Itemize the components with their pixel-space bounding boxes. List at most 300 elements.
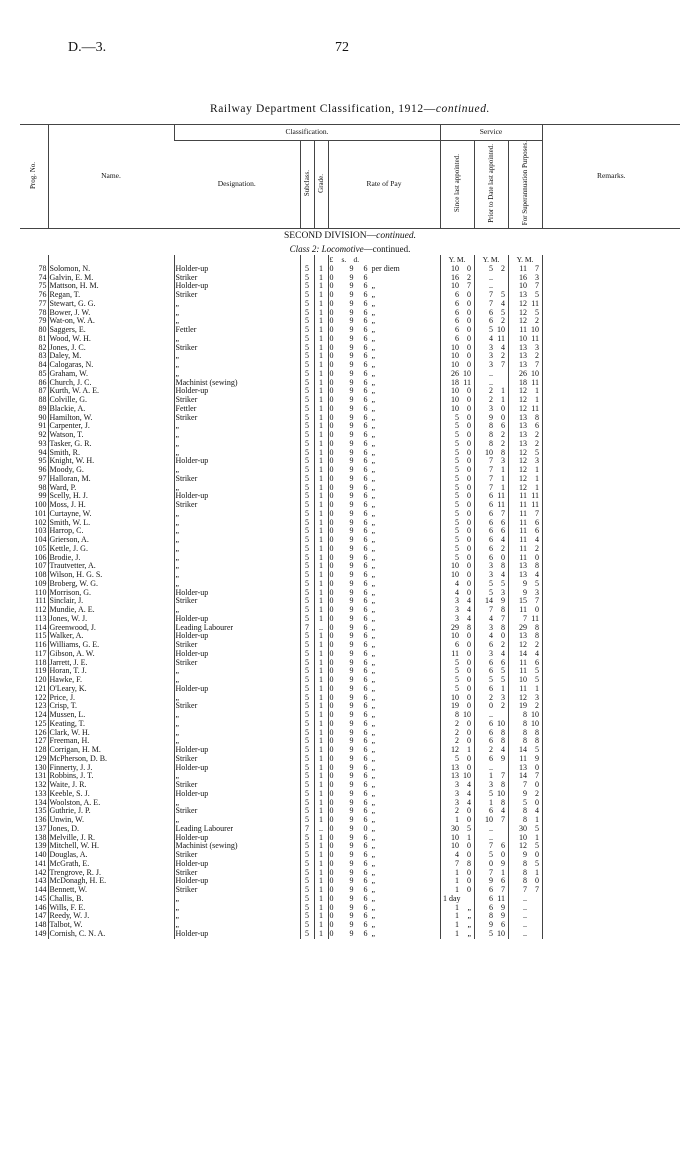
superannuation-cell: 7 0 bbox=[508, 781, 542, 790]
table-row bbox=[20, 291, 680, 300]
superannuation-cell: .. bbox=[508, 921, 542, 930]
superannuation-header: For Superannuation Purposes. bbox=[508, 141, 542, 229]
designation-cell: „ bbox=[174, 484, 300, 493]
superannuation-cell: 10 5 bbox=[508, 676, 542, 685]
class-heading: Class 2: Locomotive—continued. bbox=[289, 243, 411, 254]
rate-cell: 0 9 6 „ bbox=[328, 781, 440, 790]
prior-to-date-cell: 6 7 bbox=[474, 510, 508, 519]
subclass-cell: 5 bbox=[300, 326, 314, 335]
superannuation-cell: 14 5 bbox=[508, 746, 542, 755]
subclass-cell: 5 bbox=[300, 597, 314, 606]
grade-cell: 1 bbox=[314, 921, 328, 930]
superannuation-cell: 12 1 bbox=[508, 484, 542, 493]
remarks-cell bbox=[542, 869, 680, 878]
grade-cell: 1 bbox=[314, 571, 328, 580]
prior-to-date-cell: 8 6 bbox=[474, 422, 508, 431]
table-row bbox=[20, 597, 680, 606]
name-cell: Jones, D. bbox=[48, 825, 174, 834]
superannuation-cell: 13 3 bbox=[508, 344, 542, 353]
grade-cell: 1 bbox=[314, 370, 328, 379]
classification-header: Classification. bbox=[174, 125, 440, 141]
table-row bbox=[20, 869, 680, 878]
rate-cell: 0 9 6 „ bbox=[328, 352, 440, 361]
remarks-cell bbox=[542, 571, 680, 580]
designation-cell: „ bbox=[174, 676, 300, 685]
name-cell: Regan, T. bbox=[48, 291, 174, 300]
prog-no-cell: 142 bbox=[34, 868, 47, 877]
subclass-cell: 5 bbox=[300, 851, 314, 860]
remarks-cell bbox=[542, 361, 680, 370]
name-cell: Saggers, E. bbox=[48, 326, 174, 335]
rate-cell: 0 9 6 „ bbox=[328, 650, 440, 659]
rate-cell: 0 9 6 „ bbox=[328, 667, 440, 676]
since-last-cell: 6 0 bbox=[440, 291, 474, 300]
subclass-cell: 5 bbox=[300, 842, 314, 851]
subclass-cell: 5 bbox=[300, 492, 314, 501]
table-row bbox=[20, 589, 680, 598]
table-row bbox=[20, 571, 680, 580]
remarks-cell bbox=[542, 466, 680, 475]
superannuation-cell: 13 6 bbox=[508, 422, 542, 431]
prior-to-date-cell: 4 0 bbox=[474, 632, 508, 641]
subclass-cell: 5 bbox=[300, 746, 314, 755]
rate-cell: 0 9 6 „ bbox=[328, 414, 440, 423]
subclass-cell: 5 bbox=[300, 344, 314, 353]
remarks-cell bbox=[542, 790, 680, 799]
remarks-cell bbox=[542, 554, 680, 563]
subclass-cell: 5 bbox=[300, 895, 314, 904]
prog-no-cell: 134 bbox=[34, 798, 47, 807]
table-row bbox=[20, 904, 680, 913]
grade-cell: 1 bbox=[314, 641, 328, 650]
rate-cell: 0 9 6 „ bbox=[328, 361, 440, 370]
table-row bbox=[20, 282, 680, 291]
rate-cell: 0 9 6 „ bbox=[328, 816, 440, 825]
prog-no-cell: 82 bbox=[38, 343, 47, 352]
remarks-cell bbox=[542, 729, 680, 738]
prior-to-date-cell: 1 7 bbox=[474, 772, 508, 781]
remarks-cell bbox=[542, 755, 680, 764]
since-last-cell: 5 0 bbox=[440, 536, 474, 545]
name-cell: Scelly, H. J. bbox=[48, 492, 174, 501]
superannuation-cell: 18 11 bbox=[508, 379, 542, 388]
table-row bbox=[20, 676, 680, 685]
name-cell: Woolston, A. E. bbox=[48, 799, 174, 808]
subclass-cell: 5 bbox=[300, 755, 314, 764]
designation-cell: Striker bbox=[174, 344, 300, 353]
designation-cell: Striker bbox=[174, 501, 300, 510]
rate-cell: 0 9 6 „ bbox=[328, 615, 440, 624]
subclass-cell: 5 bbox=[300, 545, 314, 554]
superannuation-cell: 13 8 bbox=[508, 632, 542, 641]
name-cell: Freeman, H. bbox=[48, 737, 174, 746]
designation-cell: „ bbox=[174, 466, 300, 475]
subclass-cell: 5 bbox=[300, 799, 314, 808]
remarks-cell bbox=[542, 816, 680, 825]
prog-no-cell: 84 bbox=[38, 361, 47, 370]
prog-no-cell: 76 bbox=[38, 291, 47, 300]
table-row bbox=[20, 790, 680, 799]
superannuation-cell: 9 3 bbox=[508, 589, 542, 598]
page-number: 72 bbox=[335, 40, 349, 55]
name-cell: McDonagh, H. E. bbox=[48, 877, 174, 886]
rate-cell: 0 9 6 „ bbox=[328, 755, 440, 764]
superannuation-cell: .. bbox=[508, 904, 542, 913]
rate-cell: 0 9 6 per diem bbox=[328, 265, 440, 274]
subclass-cell: 5 bbox=[300, 309, 314, 318]
grade-cell: 1 bbox=[314, 886, 328, 895]
subclass-cell: 5 bbox=[300, 379, 314, 388]
since-last-cell: 5 0 bbox=[440, 457, 474, 466]
rate-cell: 0 9 6 „ bbox=[328, 387, 440, 396]
name-cell: Jones, J. C. bbox=[48, 344, 174, 353]
rate-cell: 0 9 6 „ bbox=[328, 405, 440, 414]
superannuation-cell: 13 7 bbox=[508, 361, 542, 370]
rate-cell: 0 9 6 „ bbox=[328, 606, 440, 615]
rate-cell: 0 9 6 „ bbox=[328, 457, 440, 466]
remarks-cell bbox=[542, 519, 680, 528]
table-row bbox=[20, 729, 680, 738]
designation-cell: Holder-up bbox=[174, 265, 300, 274]
prog-no-cell: 139 bbox=[34, 842, 47, 851]
subclass-cell: 5 bbox=[300, 737, 314, 746]
subclass-cell: 5 bbox=[300, 790, 314, 799]
rate-cell: 0 9 6 „ bbox=[328, 291, 440, 300]
prog-no-cell: 130 bbox=[34, 763, 47, 772]
name-cell: Walker, A. bbox=[48, 632, 174, 641]
rate-cell: 0 9 6 „ bbox=[328, 422, 440, 431]
grade-cell: 1 bbox=[314, 396, 328, 405]
superannuation-cell: 8 10 bbox=[508, 720, 542, 729]
name-cell: Unwin, W. bbox=[48, 816, 174, 825]
remarks-cell bbox=[542, 431, 680, 440]
grade-cell: 1 bbox=[314, 606, 328, 615]
remarks-cell bbox=[542, 632, 680, 641]
grade-cell: 1 bbox=[314, 457, 328, 466]
grade-cell: 1 bbox=[314, 519, 328, 528]
rate-cell: 0 9 6 „ bbox=[328, 877, 440, 886]
table-row bbox=[20, 799, 680, 808]
since-last-cell: 5 0 bbox=[440, 755, 474, 764]
designation-cell: „ bbox=[174, 562, 300, 571]
prior-to-date-cell: 0 2 bbox=[474, 702, 508, 711]
designation-cell: „ bbox=[174, 335, 300, 344]
name-cell: Clark, W. H. bbox=[48, 729, 174, 738]
prior-to-date-cell: 5 5 bbox=[474, 580, 508, 589]
grade-cell: .. bbox=[314, 624, 328, 633]
remarks-cell bbox=[542, 912, 680, 921]
remarks-cell bbox=[542, 895, 680, 904]
page-title: Railway Department Classification, 1912—continued. bbox=[209, 103, 491, 115]
subclass-cell: 5 bbox=[300, 405, 314, 414]
prog-no-cell: 124 bbox=[34, 711, 47, 720]
name-cell: Mussen, L. bbox=[48, 711, 174, 720]
table-row bbox=[20, 930, 680, 939]
since-last-cell: 5 0 bbox=[440, 510, 474, 519]
subclass-cell: 5 bbox=[300, 387, 314, 396]
designation-cell: Striker bbox=[174, 781, 300, 790]
rate-cell: 0 9 6 „ bbox=[328, 317, 440, 326]
superannuation-cell: 29 8 bbox=[508, 624, 542, 633]
designation-cell: Holder-up bbox=[174, 282, 300, 291]
designation-cell: „ bbox=[174, 816, 300, 825]
since-last-cell: 5 0 bbox=[440, 414, 474, 423]
name-cell: McGrath, E. bbox=[48, 860, 174, 869]
designation-header: Designation. bbox=[174, 141, 300, 229]
since-last-cell: 12 1 bbox=[440, 746, 474, 755]
since-last-cell: 1 „ bbox=[440, 921, 474, 930]
grade-cell: 1 bbox=[314, 414, 328, 423]
prog-no-cell: 149 bbox=[34, 929, 47, 938]
grade-cell: 1 bbox=[314, 282, 328, 291]
prog-no-cell: 97 bbox=[38, 474, 47, 483]
rate-cell: 0 9 6 „ bbox=[328, 694, 440, 703]
grade-cell: 1 bbox=[314, 361, 328, 370]
remarks-cell bbox=[542, 650, 680, 659]
table-row bbox=[20, 641, 680, 650]
superannuation-cell: 13 0 bbox=[508, 764, 542, 773]
name-cell: Mundie, A. E. bbox=[48, 606, 174, 615]
since-last-cell: 10 0 bbox=[440, 361, 474, 370]
grade-cell: 1 bbox=[314, 834, 328, 843]
name-cell: Daley, M. bbox=[48, 352, 174, 361]
prog-no-cell: 141 bbox=[34, 859, 47, 868]
rate-cell: 0 9 6 „ bbox=[328, 492, 440, 501]
designation-cell: Machinist (sewing) bbox=[174, 842, 300, 851]
since-last-cell: 10 0 bbox=[440, 694, 474, 703]
table-row bbox=[20, 615, 680, 624]
subclass-cell: 5 bbox=[300, 834, 314, 843]
name-cell: Talbot, W. bbox=[48, 921, 174, 930]
table-row bbox=[20, 694, 680, 703]
subclass-header: Subclass. bbox=[300, 141, 314, 229]
name-cell: Broberg, W. G. bbox=[48, 580, 174, 589]
grade-cell: 1 bbox=[314, 720, 328, 729]
prior-to-date-cell: 6 6 bbox=[474, 527, 508, 536]
superannuation-cell: 11 10 bbox=[508, 326, 542, 335]
superannuation-cell: 12 1 bbox=[508, 466, 542, 475]
rate-header: Rate of Pay bbox=[328, 141, 440, 229]
superannuation-cell: 15 7 bbox=[508, 597, 542, 606]
since-last-cell: 5 0 bbox=[440, 492, 474, 501]
designation-cell: „ bbox=[174, 536, 300, 545]
table-row bbox=[20, 702, 680, 711]
prior-to-date-cell: 9 6 bbox=[474, 877, 508, 886]
grade-cell: 1 bbox=[314, 790, 328, 799]
subclass-cell: 5 bbox=[300, 772, 314, 781]
superannuation-cell: 7 11 bbox=[508, 615, 542, 624]
rate-cell: 0 9 6 „ bbox=[328, 904, 440, 913]
table-row bbox=[20, 405, 680, 414]
prog-no-cell: 96 bbox=[38, 466, 47, 475]
table-row bbox=[20, 685, 680, 694]
grade-cell: 1 bbox=[314, 930, 328, 939]
table-row bbox=[20, 711, 680, 720]
name-cell: Keating, T. bbox=[48, 720, 174, 729]
prog-no-cell: 143 bbox=[34, 877, 47, 886]
table-row bbox=[20, 317, 680, 326]
table-row bbox=[20, 414, 680, 423]
remarks-cell bbox=[542, 457, 680, 466]
subclass-cell: 5 bbox=[300, 921, 314, 930]
superannuation-cell: 12 2 bbox=[508, 641, 542, 650]
superannuation-cell: 12 1 bbox=[508, 475, 542, 484]
subclass-cell: 5 bbox=[300, 667, 314, 676]
name-cell: Bennett, W. bbox=[48, 886, 174, 895]
since-last-cell: 5 0 bbox=[440, 545, 474, 554]
prior-to-date-cell: 6 5 bbox=[474, 309, 508, 318]
prior-to-date-cell: 7 4 bbox=[474, 300, 508, 309]
superannuation-cell: 8 1 bbox=[508, 816, 542, 825]
remarks-cell bbox=[542, 930, 680, 939]
remarks-cell bbox=[542, 379, 680, 388]
remarks-cell bbox=[542, 807, 680, 816]
subclass-cell: 5 bbox=[300, 886, 314, 895]
grade-cell: 1 bbox=[314, 405, 328, 414]
superannuation-cell: 9 2 bbox=[508, 790, 542, 799]
name-cell: Jones, W. J. bbox=[48, 615, 174, 624]
rate-cell: 0 9 6 „ bbox=[328, 641, 440, 650]
subclass-cell: 5 bbox=[300, 869, 314, 878]
since-last-cell: 18 11 bbox=[440, 379, 474, 388]
prior-to-date-cell: 3 4 bbox=[474, 571, 508, 580]
name-cell: Smith, R. bbox=[48, 449, 174, 458]
prior-to-date-cell: 2 4 bbox=[474, 746, 508, 755]
since-last-cell: 10 0 bbox=[440, 265, 474, 274]
name-cell: Mattson, H. M. bbox=[48, 282, 174, 291]
prog-no-cell: 78 bbox=[38, 308, 47, 317]
superannuation-cell: 11 6 bbox=[508, 519, 542, 528]
subclass-cell: 5 bbox=[300, 632, 314, 641]
subclass-cell: 5 bbox=[300, 694, 314, 703]
designation-cell: „ bbox=[174, 554, 300, 563]
rate-cell: 0 9 6 „ bbox=[328, 536, 440, 545]
designation-cell: „ bbox=[174, 921, 300, 930]
since-last-cell: 1 0 bbox=[440, 869, 474, 878]
prior-to-date-cell: .. bbox=[474, 379, 508, 388]
name-cell: O'Leary, K. bbox=[48, 685, 174, 694]
designation-cell: „ bbox=[174, 694, 300, 703]
name-cell: Melville, J. R. bbox=[48, 834, 174, 843]
subclass-cell: 5 bbox=[300, 781, 314, 790]
rate-cell: 0 9 6 „ bbox=[328, 737, 440, 746]
since-last-cell: 6 0 bbox=[440, 317, 474, 326]
table-row bbox=[20, 606, 680, 615]
name-cell: Corrigan, H. M. bbox=[48, 746, 174, 755]
rate-cell: 0 9 6 „ bbox=[328, 807, 440, 816]
designation-cell: Holder-up bbox=[174, 764, 300, 773]
subclass-cell: 5 bbox=[300, 414, 314, 423]
table-row bbox=[20, 440, 680, 449]
table-row bbox=[20, 842, 680, 851]
subclass-cell: 5 bbox=[300, 501, 314, 510]
prior-to-date-cell: .. bbox=[474, 834, 508, 843]
since-last-cell: 2 0 bbox=[440, 807, 474, 816]
remarks-cell bbox=[542, 904, 680, 913]
superannuation-cell: 12 5 bbox=[508, 842, 542, 851]
name-cell: Graham, W. bbox=[48, 370, 174, 379]
superannuation-cell: 12 5 bbox=[508, 309, 542, 318]
name-cell: Church, J. C. bbox=[48, 379, 174, 388]
prog-no-cell: 116 bbox=[34, 641, 47, 650]
since-last-cell: 16 2 bbox=[440, 274, 474, 283]
designation-cell: „ bbox=[174, 711, 300, 720]
since-last-cell: 6 0 bbox=[440, 641, 474, 650]
name-cell: Grierson, A. bbox=[48, 536, 174, 545]
prior-to-date-cell: 2 1 bbox=[474, 396, 508, 405]
prog-no-cell: 106 bbox=[34, 553, 47, 562]
prog-no-cell: 147 bbox=[34, 912, 47, 921]
prior-to-date-cell: 3 8 bbox=[474, 562, 508, 571]
grade-cell: 1 bbox=[314, 772, 328, 781]
remarks-cell bbox=[542, 685, 680, 694]
prior-to-date-cell: 6 0 bbox=[474, 554, 508, 563]
name-cell: Wood, W. H. bbox=[48, 335, 174, 344]
rate-cell: 0 9 6 „ bbox=[328, 659, 440, 668]
subclass-cell: 5 bbox=[300, 562, 314, 571]
grade-cell: .. bbox=[314, 825, 328, 834]
remarks-cell bbox=[542, 344, 680, 353]
superannuation-cell: 14 7 bbox=[508, 772, 542, 781]
grade-cell: 1 bbox=[314, 659, 328, 668]
rate-cell: 0 9 6 „ bbox=[328, 895, 440, 904]
table-row bbox=[20, 886, 680, 895]
name-cell: Solomon, N. bbox=[48, 265, 174, 274]
remarks-cell bbox=[542, 615, 680, 624]
prog-no-cell: 90 bbox=[38, 413, 47, 422]
designation-cell: „ bbox=[174, 317, 300, 326]
prior-to-date-header: Prior to Date last appointed. bbox=[474, 141, 508, 229]
grade-cell: 1 bbox=[314, 545, 328, 554]
rate-cell: 0 9 6 „ bbox=[328, 886, 440, 895]
since-last-cell: 10 0 bbox=[440, 562, 474, 571]
remarks-cell bbox=[542, 580, 680, 589]
name-cell: Wilson, H. G. S. bbox=[48, 571, 174, 580]
rate-cell: 0 9 6 „ bbox=[328, 510, 440, 519]
subclass-cell: 7 bbox=[300, 825, 314, 834]
name-cell: Knight, W. H. bbox=[48, 457, 174, 466]
prior-to-date-cell: 7 3 bbox=[474, 457, 508, 466]
subclass-cell: 5 bbox=[300, 352, 314, 361]
rate-cell: 0 9 6 „ bbox=[328, 842, 440, 851]
rate-cell: 0 9 6 „ bbox=[328, 300, 440, 309]
subclass-cell: 5 bbox=[300, 422, 314, 431]
table-row bbox=[20, 431, 680, 440]
subclass-cell: 5 bbox=[300, 300, 314, 309]
prog-no-cell: 137 bbox=[34, 824, 47, 833]
designation-cell: Striker bbox=[174, 659, 300, 668]
since-last-cell: 10 0 bbox=[440, 632, 474, 641]
prior-to-date-cell: 7 1 bbox=[474, 466, 508, 475]
superannuation-cell: .. bbox=[508, 930, 542, 939]
remarks-cell bbox=[542, 326, 680, 335]
since-last-cell: 10 0 bbox=[440, 405, 474, 414]
name-cell: Hamilton, W. bbox=[48, 414, 174, 423]
remarks-cell bbox=[542, 799, 680, 808]
table-row bbox=[20, 825, 680, 834]
designation-cell: „ bbox=[174, 720, 300, 729]
table-row bbox=[20, 877, 680, 886]
remarks-cell bbox=[542, 492, 680, 501]
prog-no-cell: 75 bbox=[38, 282, 47, 291]
prior-to-date-cell: 5 5 bbox=[474, 676, 508, 685]
designation-cell: „ bbox=[174, 527, 300, 536]
prior-to-date-cell: 9 0 bbox=[474, 414, 508, 423]
since-last-cell: 30 5 bbox=[440, 825, 474, 834]
grade-header: Grade. bbox=[314, 141, 328, 229]
superannuation-cell: 13 2 bbox=[508, 440, 542, 449]
rate-cell: 0 9 6 „ bbox=[328, 834, 440, 843]
